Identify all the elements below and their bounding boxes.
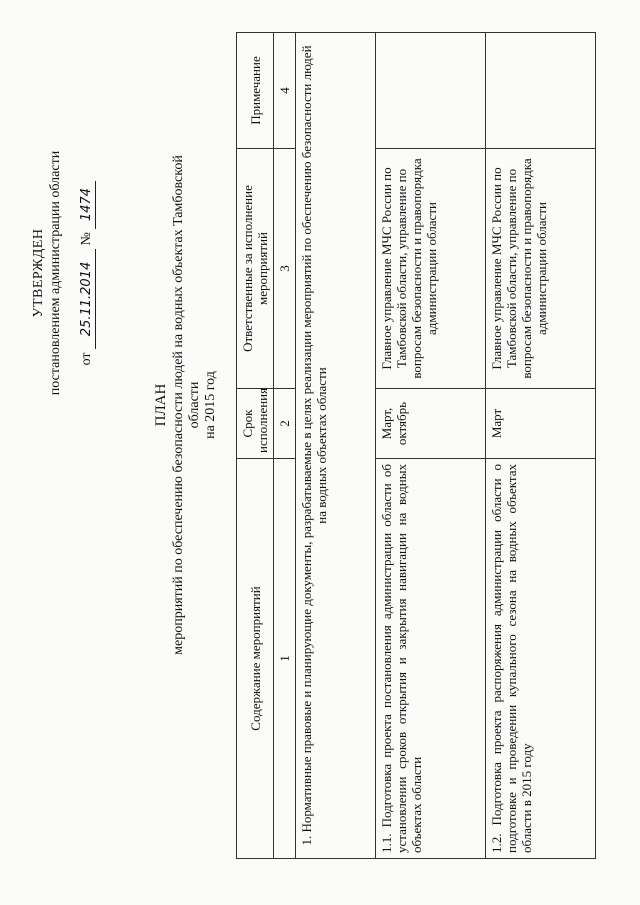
plan-title: ПЛАН: [153, 383, 169, 427]
row-responsible: Главное управление МЧС России по Тамбовской области, управление по вопросам безопасности и правопорядка администрации области: [376, 149, 486, 389]
table-row: [376, 33, 486, 859]
approval-block: [30, 123, 96, 423]
row-responsible: Главное управление МЧС России по Тамбовской области, управление по вопросам безопасности и правопорядка администрации области: [486, 149, 596, 389]
from-prefix: от: [79, 352, 94, 366]
header-term: Срок исполнения: [237, 389, 274, 459]
column-number: 3: [274, 149, 296, 389]
section-row: [296, 33, 376, 859]
approval-date: 25.11.2014: [78, 249, 96, 349]
header-note: Примечание: [237, 33, 274, 149]
column-number-row: [274, 33, 296, 859]
row-note: [376, 33, 486, 149]
row-term: Март, октябрь: [376, 389, 486, 459]
row-term: Март: [486, 389, 596, 459]
column-number: 1: [274, 459, 296, 859]
header-responsible: Ответственные за исполнение мероприятий: [237, 149, 274, 389]
approval-date-number: [78, 123, 96, 423]
plan-subtitle: мероприятий по обеспечению безопасности людей на водных объектах Тамбовской области: [171, 155, 202, 655]
header-content: Содержание мероприятий: [237, 459, 274, 859]
row-content: 1.1. Подготовка проекта постановления администрации области об установлении сроков открытия и закрытия навигации на водных объектах области: [376, 459, 486, 859]
approval-title: УТВЕРЖДЕН: [31, 228, 46, 318]
row-content: 1.2. Подготовка проекта распоряжения администрации области о подготовке и проведении купального сезона на водных объектах области в 2015 году: [486, 459, 596, 859]
plan-heading: [153, 155, 219, 655]
column-number: 2: [274, 389, 296, 459]
number-prefix: №: [79, 232, 94, 246]
approval-line: постановлением администрации области: [48, 150, 63, 396]
table-header-row: [237, 33, 274, 859]
approval-number: 1474: [78, 181, 96, 229]
column-number: 4: [274, 33, 296, 149]
row-note: [486, 33, 596, 149]
section-1-title: 1. Нормативные правовые и планирующие документы, разрабатываемые в целях реализации мероприятий по обеспечению безопасности людей на водных объектах области: [296, 33, 376, 859]
plan-year: на 2015 год: [203, 371, 218, 439]
table-row: [486, 33, 596, 859]
plan-table: [236, 32, 596, 859]
